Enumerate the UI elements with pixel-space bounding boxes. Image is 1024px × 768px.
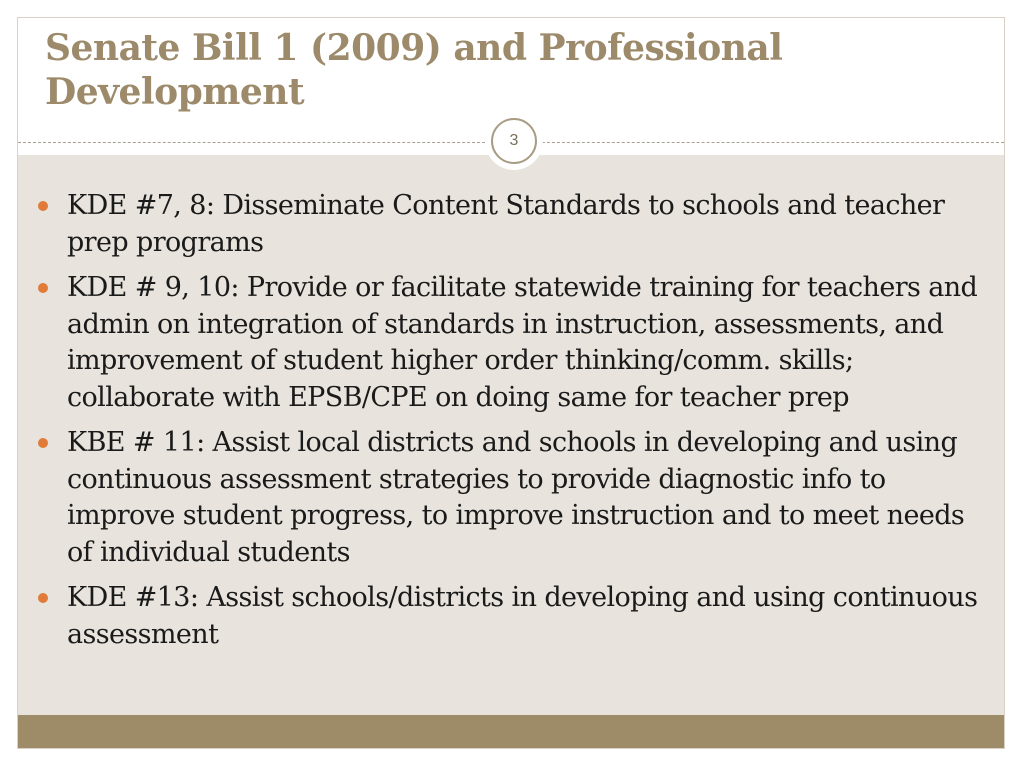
bullet-dot-icon <box>38 201 48 211</box>
page-number-ring <box>491 118 537 164</box>
bullet-item <box>36 188 996 261</box>
bullet-dot-icon <box>38 438 48 448</box>
page-number: 3 <box>509 132 519 149</box>
bullet-item <box>36 270 996 416</box>
bullet-text: KDE #13: Assist schools/districts in developing and using continuous assessment <box>67 582 978 650</box>
bullet-list <box>36 188 996 662</box>
bullet-item <box>36 580 996 653</box>
bullet-item <box>36 425 996 571</box>
bullet-text: KDE # 9, 10: Provide or facilitate statewide training for teachers and admin on integration of standards in instruction, assessments, and improvement of student higher order thinking/comm. skills; collaborate with EPSB/CPE on doing same for teacher prep <box>67 272 978 413</box>
slide-title: Senate Bill 1 (2009) and Professional Development <box>45 27 783 113</box>
bullet-text: KDE #7, 8: Disseminate Content Standards to schools and teacher prep programs <box>67 190 945 258</box>
bullet-dot-icon <box>38 593 48 603</box>
bullet-text: KBE # 11: Assist local districts and schools in developing and using continuous assessment strategies to provide diagnostic info to improve student progress, to improve instruction and to meet needs of individual students <box>67 427 965 568</box>
bullet-dot-icon <box>38 283 48 293</box>
page-number-badge <box>485 112 543 170</box>
footer-bar <box>18 715 1004 748</box>
